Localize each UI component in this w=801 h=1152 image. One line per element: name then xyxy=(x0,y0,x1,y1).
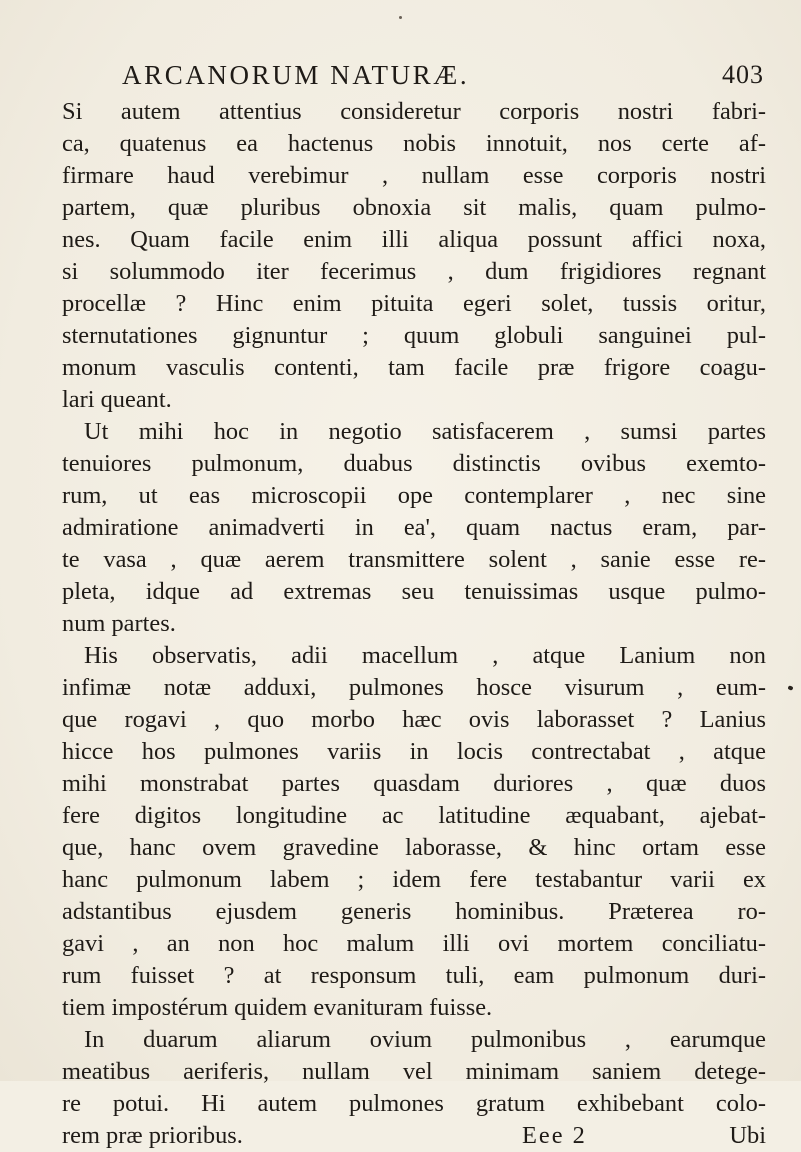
text-line: lari queant. xyxy=(62,386,172,413)
text-line: fere digitos longitudine ac latitudine æquabant, ajebat- xyxy=(62,802,766,829)
text-line: monum vasculis contenti, tam facile præ frigore coagu- xyxy=(62,354,766,381)
text-line: tenuiores pulmonum, duabus distinctis ovibus exemto- xyxy=(62,450,766,477)
text-line: meatibus aeriferis, nullam vel minimam saniem detege- xyxy=(62,1058,766,1085)
stray-ink-mark xyxy=(787,685,793,691)
text-line: gavi , an non hoc malum illi ovi mortem conciliatu- xyxy=(62,930,766,957)
page-number: 403 xyxy=(722,60,764,89)
text-line: His observatis, adii macellum , atque Lanium non xyxy=(84,642,766,669)
text-line: tiem impostérum quidem evanituram fuisse. xyxy=(62,994,493,1021)
text-line: admiratione animadverti in ea', quam nactus eram, par- xyxy=(62,514,766,541)
text-line: que rogavi , quo morbo hæc ovis laborasset ? Lanius xyxy=(62,706,766,733)
body-text xyxy=(62,96,766,1152)
text-line: infimæ notæ adduxi, pulmones hosce visurum , eum- xyxy=(62,674,766,701)
text-line: que, hanc ovem gravedine laborasse, & hinc ortam esse xyxy=(62,834,766,861)
text-line: Ut mihi hoc in negotio satisfacerem , sumsi partes xyxy=(84,418,766,445)
text-line: mihi monstrabat partes quasdam duriores , quæ duos xyxy=(62,770,766,797)
final-text: rem præ prioribus. xyxy=(62,1122,243,1149)
running-title: ARCANORUM NATURÆ. xyxy=(122,60,470,90)
text-line: num partes. xyxy=(62,610,176,637)
text-line: ca, quatenus ea hactenus nobis innotuit, nos certe af- xyxy=(62,130,766,157)
page-header xyxy=(122,60,764,96)
text-line: re potui. Hi autem pulmones gratum exhibebant colo- xyxy=(62,1090,766,1117)
text-line: procellæ ? Hinc enim pituita egeri solet, tussis oritur, xyxy=(62,290,766,317)
text-line: rum fuisset ? at responsum tuli, eam pulmonum duri- xyxy=(62,962,766,989)
text-line: nes. Quam facile enim illi aliqua possunt affici noxa, xyxy=(62,226,766,253)
text-line: pleta, idque ad extremas seu tenuissimas usque pulmo- xyxy=(62,578,766,605)
signature-mark: Eee 2 xyxy=(522,1122,587,1149)
text-line: hanc pulmonum labem ; idem fere testabantur varii ex xyxy=(62,866,766,893)
text-line: Si autem attentius consideretur corporis nostri fabri- xyxy=(62,98,766,125)
text-line: si solummodo iter fecerimus , dum frigidiores regnant xyxy=(62,258,766,285)
text-line: adstantibus ejusdem generis hominibus. Præterea ro- xyxy=(62,898,766,925)
footer-line xyxy=(62,1120,766,1152)
text-line: te vasa , quæ aerem transmittere solent , sanie esse re- xyxy=(62,546,766,573)
text-line: partem, quæ pluribus obnoxia sit malis, quam pulmo- xyxy=(62,194,766,221)
catchword: Ubi xyxy=(729,1122,766,1149)
text-line: firmare haud verebimur , nullam esse corporis nostri xyxy=(62,162,766,189)
text-line: In duarum aliarum ovium pulmonibus , earumque xyxy=(84,1026,766,1053)
text-line: rum, ut eas microscopii ope contemplarer , nec sine xyxy=(62,482,766,509)
paper-speck xyxy=(399,16,402,19)
text-line: hicce hos pulmones variis in locis contrectabat , atque xyxy=(62,738,766,765)
text-line: sternutationes gignuntur ; quum globuli sanguinei pul- xyxy=(62,322,766,349)
